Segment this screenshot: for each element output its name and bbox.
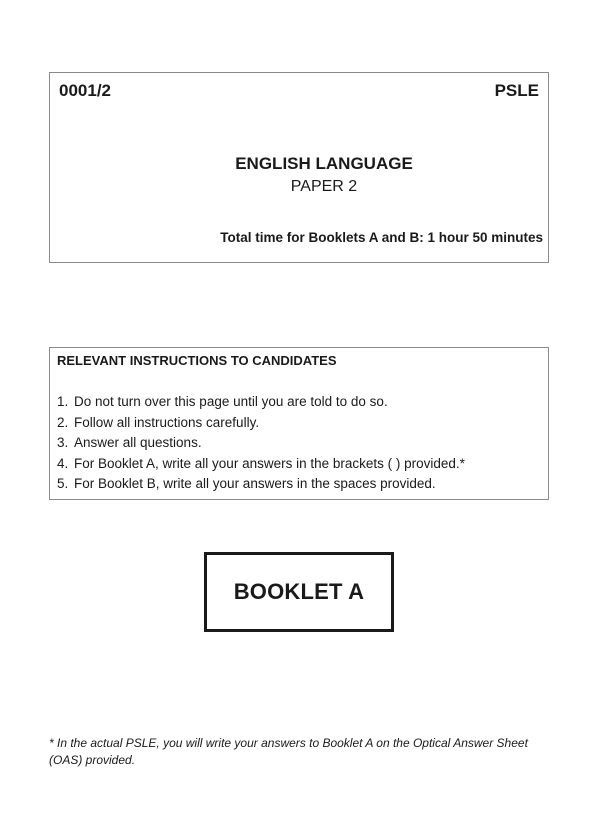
item-number: 5. xyxy=(57,476,69,491)
item-number: 3. xyxy=(57,435,69,450)
item-text: Answer all questions. xyxy=(74,435,202,450)
exam-header-box xyxy=(49,72,549,263)
item-number: 1. xyxy=(57,394,69,409)
instructions-list xyxy=(57,392,465,495)
item-text: Follow all instructions carefully. xyxy=(74,414,260,430)
instructions-box xyxy=(49,347,549,500)
total-time: Total time for Booklets A and B: 1 hour 50 minutes xyxy=(220,230,543,245)
item-text: For Booklet A, write all your answers in the brackets ( ) provided.* xyxy=(74,455,465,471)
item-text: For Booklet B, write all your answers in the spaces provided. xyxy=(74,476,436,491)
exam-name: PSLE xyxy=(494,81,539,100)
list-item xyxy=(57,454,465,475)
footnote: * In the actual PSLE, you will write your answers to Booklet A on the Optical Answer Sheet (OAS) provided. xyxy=(49,736,528,767)
item-number: 4. xyxy=(57,455,69,471)
subject-title: ENGLISH LANGUAGE xyxy=(235,154,413,173)
list-item xyxy=(57,474,465,495)
item-text: Do not turn over this page until you are told to do so. xyxy=(74,394,388,409)
list-item xyxy=(57,433,465,454)
booklet-title: BOOKLET A xyxy=(233,579,365,604)
item-number: 2. xyxy=(57,414,69,430)
instructions-heading: RELEVANT INSTRUCTIONS TO CANDIDATES xyxy=(57,353,337,368)
booklet-label-box xyxy=(204,552,394,632)
paper-code: 0001/2 xyxy=(59,81,111,100)
paper-number: PAPER 2 xyxy=(290,178,358,195)
list-item xyxy=(57,392,465,413)
list-item xyxy=(57,413,465,434)
